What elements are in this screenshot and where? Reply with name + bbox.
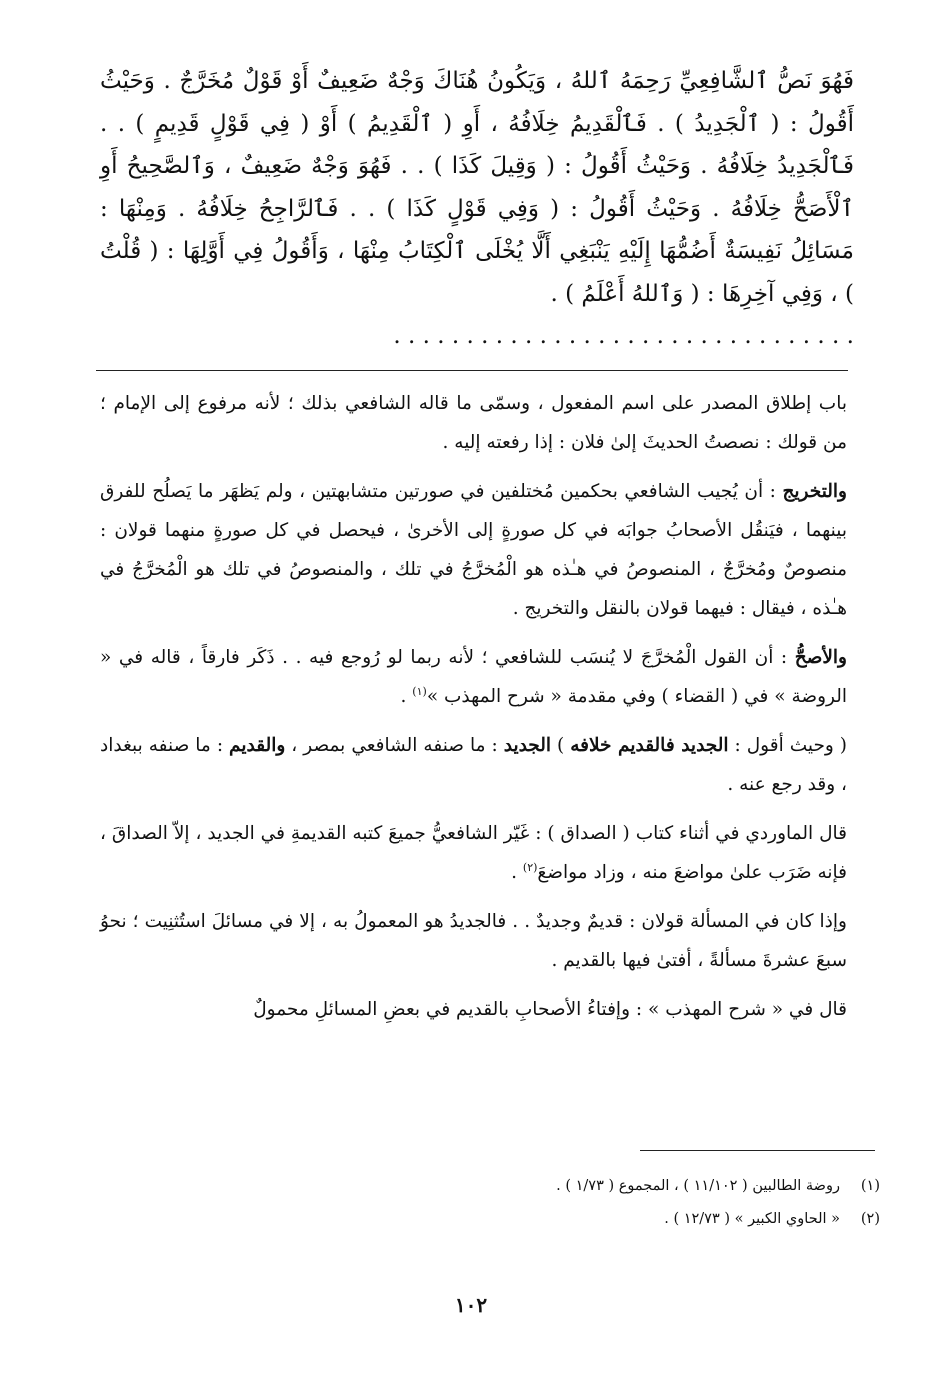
quote-jadid-qadim: الجديد فالقديم خلافه — [570, 735, 729, 756]
footnote-ref-1[interactable]: (١) — [412, 684, 427, 698]
term-takhrij: والتخريج — [782, 481, 847, 502]
commentary-paragraph-2 — [100, 472, 847, 628]
main-text-body: فَهُوَ نَصُّ ٱلشَّافِعِيِّ رَحِمَهُ ٱللهُ ، وَيَكُونُ هُنَاكَ وَجْهٌ ضَعِيفٌ أَوْ قَوْلٌ مُخَرَّجٌ . وَحَيْثُ أَقُولُ : ( ٱلْجَدِيدُ ) . فَٱلْقَدِيمُ خِلَافُهُ ، أَوِ ( ٱلْقَدِيمُ ) أَوْ ( فِي قَوْلٍ قَدِيمٍ ) . . فَٱلْجَدِيدُ خِلَافُهُ . وَحَيْثُ أَقُولُ : ( وَقِيلَ كَذَا ) . . فَهُوَ وَجْهٌ ضَعِيفٌ ، وَٱلصَّحِيحُ أَوِ ٱلْأَصَحُّ خِلَافُهُ . وَحَيْثُ أَقُولُ : ( وَفِي قَوْلٍ كَذَا ) . . فَٱلرَّاجِحُ خِلَافُهُ . وَمِنْهَا : مَسَائِلُ نَفِيسَةٌ أَضُمُّهَا إِلَيْهِ يَنْبَغِي أَلَّا يُخْلَى ٱلْكِتَابُ مِنْهَا ، وَأَقُولُ فِي أَوَّلِهَا : ( قُلْتُ ) ، وَفِي آخِرِهَا : ( وَٱللهُ أَعْلَمُ ) . — [100, 68, 854, 307]
main-text-block — [100, 60, 854, 358]
mawardi-end: . — [511, 862, 523, 883]
asahh-text: : أن القول الْمُخرَّجَ لا يُنسَب للشافعي ؛ لأنه ربما لو رُوجع فيه . . ذَكَر فارقاً ، قاله في « الروضة » في ( القضاء ) وفي مقدمة « شرح المهذب » — [100, 647, 847, 707]
page-number: ١٠٢ — [454, 1293, 488, 1317]
quote-close: ) — [551, 735, 571, 756]
footnote-1-number: (١) — [860, 1178, 880, 1194]
footnote-2 — [300, 1203, 880, 1236]
footnote-1-text: روضة الطالبين ( ١١/١٠٢ ) ، المجموع ( ١/٧٣ ) . — [556, 1178, 840, 1194]
commentary-paragraph-4 — [100, 726, 847, 804]
term-jadid: الجديد — [503, 735, 552, 756]
footnote-ref-2[interactable]: (٢) — [522, 860, 538, 874]
main-text — [100, 60, 854, 358]
commentary-paragraph-5 — [100, 814, 847, 892]
main-separator-line — [96, 370, 848, 371]
qadim-definition: : ما صنفه ببغداد ، وقد رجع عنه . — [100, 735, 847, 795]
asahh-end: . — [400, 686, 413, 707]
footnote-2-number: (٢) — [860, 1211, 880, 1227]
footnotes-separator-line — [640, 1150, 875, 1151]
commentary-paragraph-6: وإذا كان في المسألة قولان : قديمٌ وجديدٌ . . فالجديدُ هو المعمولُ به ، إلا في مسائلَ استُثنِيت ؛ نحوُ سبعَ عشرةَ مسألةً ، أفتىٰ فيها بالقديم . — [100, 911, 847, 971]
mawardi-text: قال الماوردي في أثناء كتاب ( الصداق ) : غَيّر الشافعيُّ جميعَ كتبه القديمةِ في الجديد ، إلاّ الصداقَ ، فإنه ضَرَب علىٰ مواضعَ منه ، وزاد مواضعَ — [100, 823, 847, 883]
dotted-line: . . . . . . . . . . . . . . . . . . . . . . . . . . . . . . . . — [393, 323, 854, 349]
footnote-1 — [300, 1170, 880, 1203]
commentary-paragraph-3 — [100, 638, 847, 716]
commentary-paragraph-1: باب إطلاق المصدر على اسم المفعول ، وسمّى ما قاله الشافعي بذلك ؛ لأنه مرفوع إلى الإمام ؛ من قولك : نصصتُ الحديثَ إلىٰ فلان : إذا رفعته إليه . — [100, 393, 847, 453]
commentary-block — [100, 384, 847, 1029]
term-qadim: والقديم — [229, 735, 286, 756]
term-asahh: والأصحُّ — [794, 647, 847, 668]
quote-open: ( وحيث أقول : — [728, 735, 848, 756]
footnotes-block — [300, 1170, 880, 1236]
jadid-definition: : ما صنفه الشافعي بمصر ، — [285, 735, 504, 756]
commentary-paragraph-7: قال في « شرح المهذب » : وإفتاءُ الأصحابِ بالقديم في بعضِ المسائلِ محمولٌ — [253, 999, 847, 1020]
takhrij-text: : أن يُجيب الشافعي بحكمين مُختلفين في صورتين متشابهتين ، ولم يَظهَر ما يَصلُح للفرق بينهما ، فيَنقُل الأصحابُ جوابَه في كل صورةٍ إلى الأخرىٰ ، فيحصل في كل صورةٍ منهما قولان : منصوصٌ ومُخرَّجٌ ، المنصوصُ في هـٰذه هو الْمُخرَّجُ في تلك ، والمنصوصُ في تلك هو الْمُخرَّجُ في هـٰذه ، فيقال : فيهما قولان بالنقل والتخريج . — [100, 481, 847, 619]
footnote-2-text: « الحاوي الكبير » ( ١٢/٧٣ ) . — [664, 1211, 840, 1227]
